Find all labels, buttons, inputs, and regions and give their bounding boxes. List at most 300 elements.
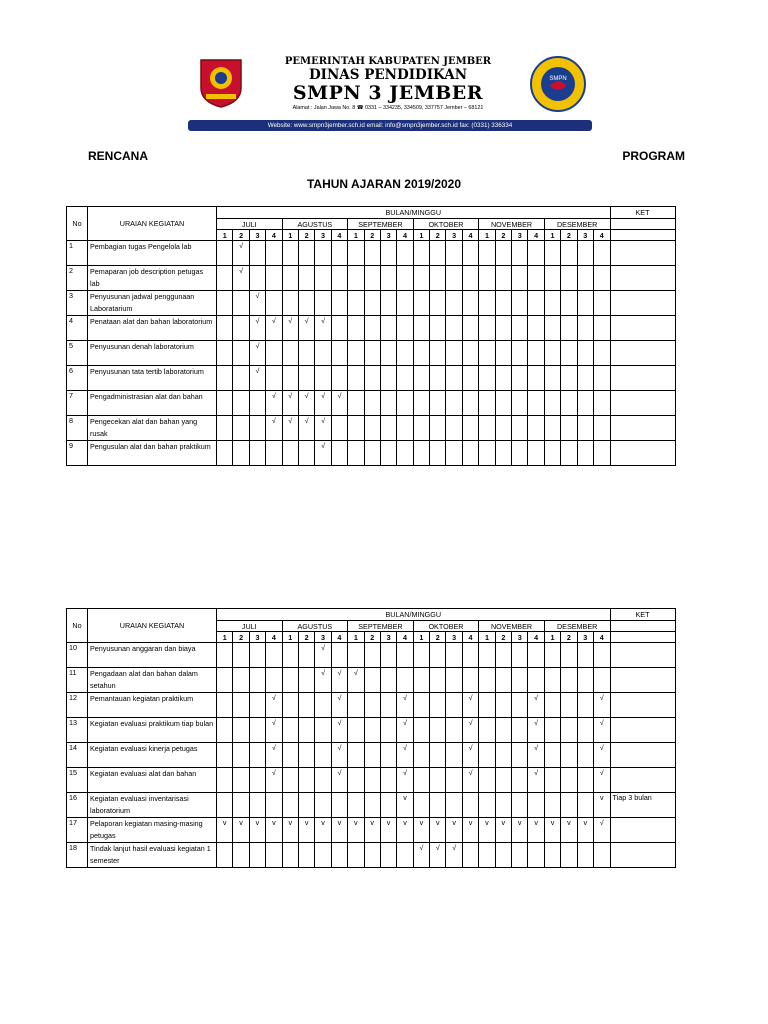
schedule-cell (298, 441, 314, 466)
schedule-cell (446, 391, 462, 416)
schedule-cell (512, 416, 528, 441)
row-activity: Kegiatan evaluasi alat dan bahan (88, 768, 217, 793)
letterhead-text (248, 56, 528, 113)
schedule-cell (446, 668, 462, 693)
schedule-cell (528, 643, 544, 668)
header-bulan-minggu: BULAN/MINGGU (217, 207, 611, 219)
row-activity: Kegiatan evaluasi kinerja petugas (88, 743, 217, 768)
schedule-cell: √ (528, 768, 544, 793)
header-week: 1 (348, 632, 364, 643)
schedule-cell (413, 241, 429, 266)
schedule-cell (364, 416, 380, 441)
header-week: 3 (315, 230, 331, 241)
schedule-cell (577, 718, 593, 743)
schedule-cell (462, 793, 478, 818)
schedule-cell: √ (315, 668, 331, 693)
schedule-cell (380, 743, 396, 768)
schedule-cell (282, 643, 298, 668)
schedule-cell (593, 441, 610, 466)
schedule-cell (512, 366, 528, 391)
schedule-cell (593, 341, 610, 366)
schedule-cell (331, 341, 347, 366)
schedule-cell (495, 693, 511, 718)
schedule-cell (577, 743, 593, 768)
table-row (67, 818, 676, 843)
schedule-cell: √ (266, 718, 282, 743)
row-ket (610, 291, 675, 316)
schedule-cell (528, 266, 544, 291)
schedule-cell: √ (233, 266, 249, 291)
schedule-cell (593, 643, 610, 668)
schedule-cell (512, 266, 528, 291)
schedule-cell (430, 743, 446, 768)
schedule-cell (315, 718, 331, 743)
schedule-cell (217, 241, 233, 266)
schedule-cell: √ (331, 391, 347, 416)
row-ket (610, 416, 675, 441)
schedule-cell (462, 416, 478, 441)
schedule-cell (380, 341, 396, 366)
schedule-cell (430, 441, 446, 466)
schedule-cell (233, 316, 249, 341)
schedule-cell (217, 768, 233, 793)
schedule-cell (512, 668, 528, 693)
schedule-cell (528, 843, 544, 868)
schedule-cell (364, 266, 380, 291)
schedule-cell (512, 291, 528, 316)
row-activity: Pengusulan alat dan bahan praktikum (88, 441, 217, 466)
header-week: 3 (446, 632, 462, 643)
row-number: 17 (67, 818, 88, 843)
schedule-cell: v (266, 818, 282, 843)
schedule-cell (544, 341, 560, 366)
table-row (67, 793, 676, 818)
schedule-cell (413, 743, 429, 768)
row-ket (610, 818, 675, 843)
header-ket: KET (610, 207, 675, 219)
schedule-cell (413, 266, 429, 291)
schedule-cell (544, 843, 560, 868)
schedule-cell (430, 391, 446, 416)
schedule-cell (282, 793, 298, 818)
schedule-cell (380, 718, 396, 743)
header-ket-blank (610, 632, 675, 643)
schedule-cell: √ (528, 718, 544, 743)
schedule-cell: v (593, 793, 610, 818)
schedule-cell: √ (298, 316, 314, 341)
schedule-cell (512, 793, 528, 818)
schedule-cell: √ (593, 818, 610, 843)
schedule-cell (298, 793, 314, 818)
schedule-cell: √ (282, 316, 298, 341)
schedule-cell (544, 391, 560, 416)
schedule-cell (561, 768, 577, 793)
header-month: AGUSTUS (282, 219, 348, 230)
schedule-cell (217, 391, 233, 416)
schedule-cell (282, 341, 298, 366)
row-ket (610, 341, 675, 366)
letterhead-address: Alamat : Jalan Jawa No. 8 ☎ 0331 – 334235, 334509, 337757 Jember – 68121 (292, 105, 484, 111)
schedule-cell (364, 241, 380, 266)
row-number: 8 (67, 416, 88, 441)
header-ket-blank (610, 219, 675, 230)
schedule-cell (397, 416, 413, 441)
schedule-cell (249, 441, 265, 466)
row-ket (610, 366, 675, 391)
schedule-cell: √ (315, 391, 331, 416)
schedule-cell (495, 718, 511, 743)
schedule-cell (462, 668, 478, 693)
table-row (67, 768, 676, 793)
schedule-cell (446, 768, 462, 793)
schedule-cell (544, 718, 560, 743)
schedule-cell (331, 291, 347, 316)
schedule-cell (528, 241, 544, 266)
schedule-cell (544, 793, 560, 818)
schedule-cell (364, 793, 380, 818)
header-week: 2 (233, 230, 249, 241)
schedule-cell (282, 668, 298, 693)
schedule-cell (233, 843, 249, 868)
schedule-cell (593, 241, 610, 266)
schedule-cell (249, 266, 265, 291)
schedule-cell (233, 416, 249, 441)
schedule-cell (544, 743, 560, 768)
schedule-cell (446, 743, 462, 768)
row-number: 10 (67, 643, 88, 668)
schedule-cell: √ (593, 768, 610, 793)
schedule-cell (577, 266, 593, 291)
schedule-cell (413, 366, 429, 391)
table-row (67, 291, 676, 316)
schedule-cell (479, 341, 495, 366)
header-week: 4 (528, 632, 544, 643)
schedule-cell (380, 693, 396, 718)
program-table-2 (66, 608, 676, 868)
schedule-cell (561, 743, 577, 768)
schedule-cell (364, 668, 380, 693)
schedule-cell (462, 441, 478, 466)
schedule-cell (348, 793, 364, 818)
table-row (67, 743, 676, 768)
header-week: 3 (249, 632, 265, 643)
header-week: 1 (544, 230, 560, 241)
schedule-cell (348, 291, 364, 316)
schedule-cell (380, 391, 396, 416)
row-number: 11 (67, 668, 88, 693)
schedule-cell (249, 241, 265, 266)
schedule-cell (593, 391, 610, 416)
schedule-cell (348, 241, 364, 266)
header-week: 3 (380, 632, 396, 643)
schedule-cell: √ (430, 843, 446, 868)
schedule-cell (364, 843, 380, 868)
schedule-cell (233, 693, 249, 718)
schedule-cell (462, 366, 478, 391)
header-week: 3 (315, 632, 331, 643)
schedule-cell (315, 241, 331, 266)
schedule-cell (282, 241, 298, 266)
header-week: 1 (544, 632, 560, 643)
schedule-cell (495, 291, 511, 316)
schedule-cell (495, 391, 511, 416)
schedule-cell (233, 291, 249, 316)
schedule-cell (512, 843, 528, 868)
table-row (67, 266, 676, 291)
schedule-cell (217, 341, 233, 366)
schedule-cell: √ (593, 718, 610, 743)
schedule-cell (298, 291, 314, 316)
header-week: 4 (593, 230, 610, 241)
schedule-cell (380, 768, 396, 793)
schedule-cell (298, 668, 314, 693)
schedule-cell (430, 366, 446, 391)
schedule-cell (348, 316, 364, 341)
header-week: 2 (364, 632, 380, 643)
schedule-cell (593, 291, 610, 316)
row-number: 18 (67, 843, 88, 868)
row-number: 16 (67, 793, 88, 818)
schedule-cell (413, 316, 429, 341)
schedule-cell: v (462, 818, 478, 843)
schedule-cell (512, 693, 528, 718)
schedule-cell (266, 241, 282, 266)
schedule-cell (430, 643, 446, 668)
schedule-cell (380, 793, 396, 818)
header-week: 2 (298, 230, 314, 241)
schedule-cell (348, 843, 364, 868)
schedule-cell (462, 391, 478, 416)
schedule-cell (233, 743, 249, 768)
schedule-cell (233, 391, 249, 416)
district-emblem-icon (198, 58, 244, 108)
schedule-cell (249, 843, 265, 868)
schedule-cell (282, 266, 298, 291)
schedule-cell (479, 718, 495, 743)
schedule-cell (528, 416, 544, 441)
header-ket-blank (610, 230, 675, 241)
schedule-cell (331, 793, 347, 818)
schedule-cell (249, 391, 265, 416)
schedule-cell (364, 693, 380, 718)
schedule-cell (577, 366, 593, 391)
schedule-cell (561, 416, 577, 441)
schedule-cell (217, 316, 233, 341)
schedule-cell: √ (249, 366, 265, 391)
schedule-cell: √ (266, 391, 282, 416)
schedule-cell (479, 843, 495, 868)
row-number: 6 (67, 366, 88, 391)
row-activity: Pelaporan kegiatan masing-masing petugas (88, 818, 217, 843)
schedule-cell (413, 718, 429, 743)
header-week: 2 (561, 632, 577, 643)
schedule-cell (577, 441, 593, 466)
schedule-cell (348, 743, 364, 768)
schedule-cell (577, 241, 593, 266)
schedule-cell (380, 416, 396, 441)
schedule-cell (577, 341, 593, 366)
schedule-cell (577, 793, 593, 818)
schedule-cell (348, 341, 364, 366)
schedule-cell (282, 768, 298, 793)
schedule-cell (528, 668, 544, 693)
schedule-cell: √ (331, 693, 347, 718)
schedule-cell: √ (298, 391, 314, 416)
schedule-cell (479, 768, 495, 793)
schedule-cell (413, 668, 429, 693)
header-month: OKTOBER (413, 219, 479, 230)
schedule-cell (577, 768, 593, 793)
schedule-cell (446, 266, 462, 291)
schedule-cell (446, 693, 462, 718)
row-activity: Penyusunan denah laboratorium (88, 341, 217, 366)
schedule-cell (266, 441, 282, 466)
schedule-cell (544, 693, 560, 718)
header-week: 1 (217, 632, 233, 643)
schedule-cell: v (364, 818, 380, 843)
schedule-cell (561, 643, 577, 668)
schedule-cell (544, 366, 560, 391)
schedule-cell (364, 291, 380, 316)
schedule-cell: √ (282, 416, 298, 441)
header-no: No (67, 609, 88, 643)
schedule-cell (512, 718, 528, 743)
schedule-cell (495, 743, 511, 768)
title-left: RENCANA (88, 149, 148, 163)
schedule-cell (430, 291, 446, 316)
schedule-cell (430, 693, 446, 718)
header-week: 3 (512, 230, 528, 241)
schedule-cell (266, 643, 282, 668)
schedule-cell: √ (315, 441, 331, 466)
schedule-cell: v (397, 818, 413, 843)
header-week: 2 (233, 632, 249, 643)
schedule-cell (331, 316, 347, 341)
header-week: 4 (593, 632, 610, 643)
row-activity: Penyusunan tata tertib laboratorium (88, 366, 217, 391)
schedule-cell (282, 743, 298, 768)
schedule-cell (348, 718, 364, 743)
header-no: No (67, 207, 88, 241)
schedule-cell (217, 668, 233, 693)
schedule-cell (282, 843, 298, 868)
header-week: 1 (217, 230, 233, 241)
schedule-cell (249, 668, 265, 693)
schedule-cell: √ (593, 743, 610, 768)
schedule-cell (561, 718, 577, 743)
schedule-cell (544, 643, 560, 668)
schedule-cell (544, 441, 560, 466)
schedule-cell (397, 366, 413, 391)
schedule-cell: v (397, 793, 413, 818)
header-month: NOVEMBER (479, 219, 545, 230)
schedule-cell (479, 643, 495, 668)
row-number: 9 (67, 441, 88, 466)
schedule-cell (282, 441, 298, 466)
schedule-cell (577, 668, 593, 693)
schedule-cell (430, 718, 446, 743)
schedule-cell: v (495, 818, 511, 843)
schedule-cell (544, 266, 560, 291)
row-ket (610, 441, 675, 466)
row-activity: Kegiatan evaluasi praktikum tiap bulan (88, 718, 217, 743)
schedule-cell (593, 843, 610, 868)
schedule-cell (217, 718, 233, 743)
schedule-cell: √ (528, 743, 544, 768)
schedule-cell: √ (282, 391, 298, 416)
row-number: 7 (67, 391, 88, 416)
schedule-cell (266, 668, 282, 693)
schedule-cell (495, 793, 511, 818)
schedule-cell: √ (298, 416, 314, 441)
row-activity: Penataan alat dan bahan laboratorium (88, 316, 217, 341)
schedule-cell: √ (462, 768, 478, 793)
schedule-cell (446, 441, 462, 466)
schedule-cell: √ (315, 316, 331, 341)
row-number: 14 (67, 743, 88, 768)
schedule-cell (331, 416, 347, 441)
schedule-cell (561, 391, 577, 416)
schedule-cell: v (528, 818, 544, 843)
schedule-cell (413, 693, 429, 718)
row-activity: Penyusunan jadwal penggunaan Laboratarium (88, 291, 217, 316)
table-row (67, 241, 676, 266)
row-ket: Tiap 3 bulan (610, 793, 675, 818)
schedule-cell (495, 341, 511, 366)
row-activity: Pengecekan alat dan bahan yang rusak (88, 416, 217, 441)
table-row (67, 416, 676, 441)
header-uraian: URAIAN KEGIATAN (88, 207, 217, 241)
schedule-cell (544, 241, 560, 266)
schedule-cell (577, 316, 593, 341)
schedule-cell (364, 341, 380, 366)
schedule-cell (495, 668, 511, 693)
letterhead (188, 54, 592, 134)
schedule-cell (397, 643, 413, 668)
schedule-cell (282, 291, 298, 316)
schedule-cell (413, 793, 429, 818)
row-ket (610, 843, 675, 868)
schedule-cell (413, 416, 429, 441)
letterhead-line1: PEMERINTAH KABUPATEN JEMBER (284, 56, 492, 67)
title-right: PROGRAM (622, 149, 685, 163)
schedule-cell (380, 241, 396, 266)
schedule-cell (430, 241, 446, 266)
schedule-cell: v (512, 818, 528, 843)
schedule-cell (298, 718, 314, 743)
header-week: 4 (397, 230, 413, 241)
header-ket-blank (610, 621, 675, 632)
schedule-cell (512, 316, 528, 341)
schedule-cell (512, 768, 528, 793)
row-activity: Penyusunan anggaran dan biaya (88, 643, 217, 668)
header-week: 3 (446, 230, 462, 241)
schedule-cell (348, 391, 364, 416)
row-number: 2 (67, 266, 88, 291)
schedule-cell (380, 668, 396, 693)
schedule-cell (561, 341, 577, 366)
schedule-cell (380, 316, 396, 341)
header-week: 1 (413, 230, 429, 241)
schedule-cell (544, 416, 560, 441)
row-number: 5 (67, 341, 88, 366)
schedule-cell (479, 693, 495, 718)
schedule-cell (364, 391, 380, 416)
schedule-cell (233, 441, 249, 466)
schedule-cell (315, 341, 331, 366)
header-month: AGUSTUS (282, 621, 348, 632)
schedule-cell (495, 241, 511, 266)
